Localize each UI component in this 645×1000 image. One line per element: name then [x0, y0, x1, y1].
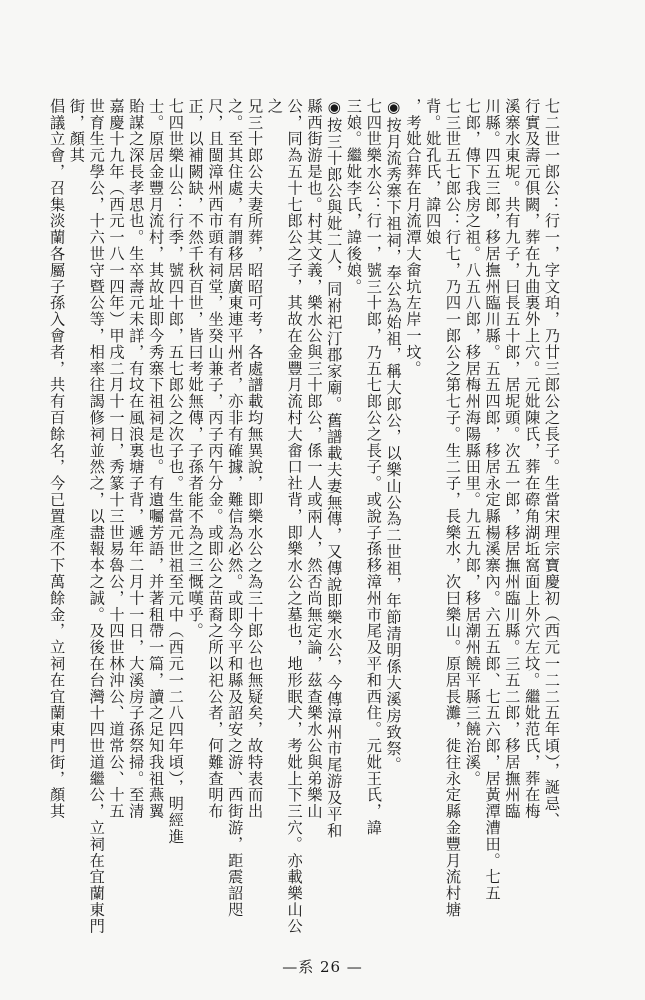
genealogy-entry-paragraph: 七二世一郎公：行一，字文珀，乃廿三郎公之長子。生當宋理宗寶慶初（西元一二二五年頃），誕忌、 行實及壽元俱闕，葬在九曲裏外上穴。元妣陳氏，葬在磜角湖坵窩面上外穴左坟。繼妣范氏，葬在梅 溪寨水東坭。共有九子，曰長五十郎，居坭頭。次五一郎，移居撫州臨川縣。三五二郎，移居撫州臨 川縣。四五三郎，移居撫州臨川縣。五五四郎，移居永定縣楊溪寨內。六五五郎、七五六郎，居黃潭漕田。七五 七郎，傳下我房之祖。八五八郎，移居梅州海陽縣田里。九五九郎，移居潮州饒平縣三饒治溪。 [463, 98, 561, 902]
vertical-text-body [48, 98, 561, 948]
page-number: —系 26 — [282, 958, 363, 976]
genealogy-entry-paragraph: 七三世五七郎公：行七，乃四一郎公之第七子。生二子，長樂水，次曰樂山。原居長灘，徙往永定縣金豐月流村塘背。妣孔氏，諱四娘 ，考妣合葬在月流潭大畲坑左岸一坟。 [404, 98, 463, 918]
annotation-paragraph: ◉按月流秀寨下祖祠，奉公為始祖，稱大郎公，以樂山公為二世祖，年節清明係大溪房致祭。 [384, 98, 403, 774]
genealogy-entry-paragraph: 七四世樂水公：行一，號三十郎，乃五七郎公之長子。或說子孫移漳州市尾及平和西住。元妣王氏，諱 三娘。繼妣李氏，諱後娘。 [345, 98, 383, 836]
genealogy-entry-paragraph: 七四世樂山公：行季，號四十郎，五七郎公之次子也。生當元世祖至元中（西元一二八四年頃），明經進 士。原居金豐月流村，其故址即今秀寨下祖祠是也。有遺囑芳語，并著租帶一篇，讀之足知我祖燕翼 貽謀之深長孝思也。生卒壽元未詳，有坟在風浪裏塘子背，遞年二月十一日，大溪房子孫祭掃。至清 嘉慶十九年（西元一八一四年）甲戌二月十一日，秀篆十三世易魯公，十四世林沖公、道常公、十五 世育生元學公，十六世守暨公等，相率往謁修祠並然之，以盡報本之誠。及後在台灣十四世道繼公，立祠在宜蘭東門街，顏其 倡議立會，召集淡蘭各屬子孫入會者，共有百餘名，今已置產不下萬餘金，立祠在宜蘭東門街，顏其 [48, 98, 185, 935]
annotation-paragraph: ◉按三十郎公與妣二人，同祔祀汀郡家廟。舊譜載夫妻無傳，又傳說即樂水公，今傳漳州市尾游及平和 縣西街游是也。村其文義，樂水公與三十郎公，係一人或兩人，然否尚無定論，茲查樂水公與弟樂山 公，同為五十七郎公之子，其故在金豐月流村大畲口社背，即樂水公之墓也，地形眠犬，考妣上下三穴。亦載樂山公之 兄三十郎公夫妻所葬，昭昭可考，各處譜載均無異說，即樂水公之為三十郎公也無疑矣，故特表而出 之。至其住處，有謂移居廣東連平州者，亦非有確據，難信為必然。或即今平和縣及詔安之游、西街游，距震詔咫 尺，且閩漳州西市頭有祠堂，坐癸山兼子，丙子丙午分金。或即公之苗裔之所以祀公者，何難查明布 正，以補闕缺，不然千秋百世，皆曰考妣無傳，子孫者能不為之三慨嘆乎。 [186, 98, 344, 935]
